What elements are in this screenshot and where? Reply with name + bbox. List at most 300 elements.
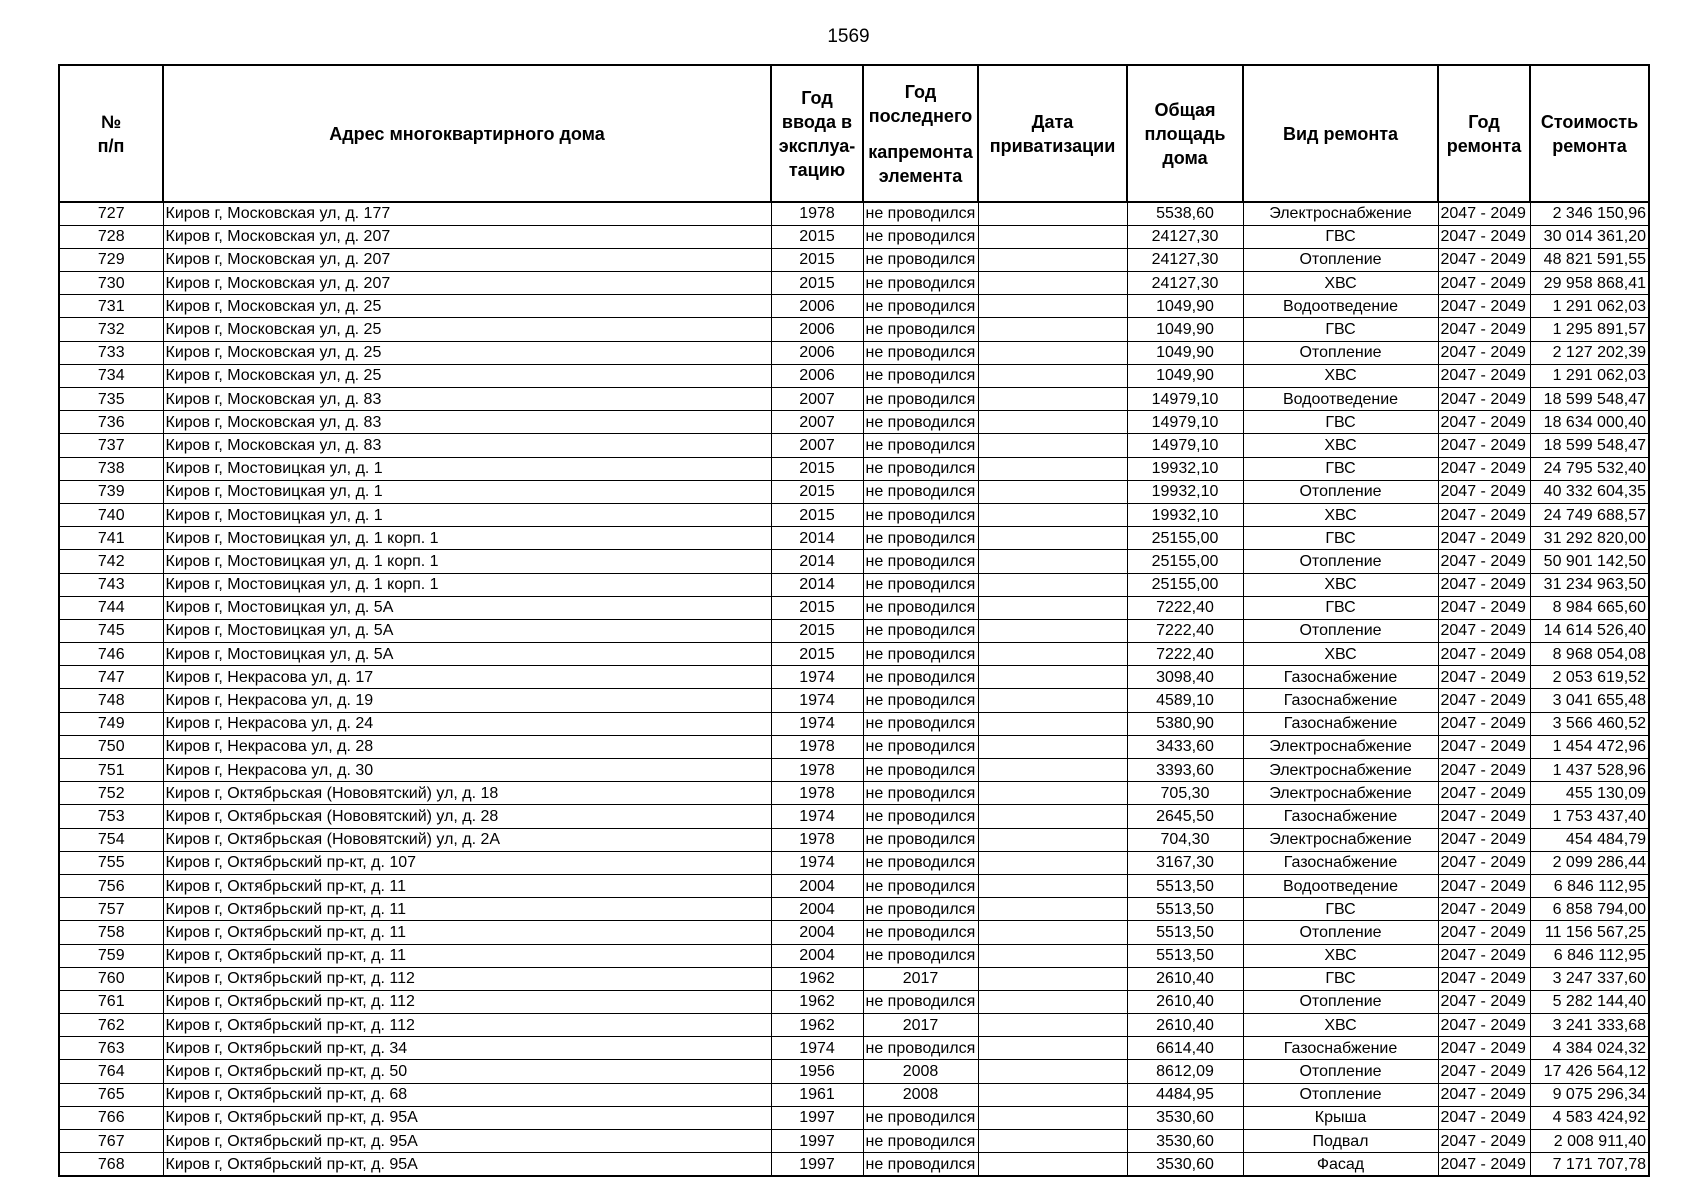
- table-row: [59, 643, 1649, 666]
- table-row: [59, 596, 1649, 619]
- repair-year-cell: 2047 - 2049: [1438, 1153, 1530, 1176]
- address-cell: Киров г, Некрасова ул, д. 30: [163, 759, 771, 782]
- table-row: [59, 1083, 1649, 1106]
- repair-cost-cell: 18 599 548,47: [1530, 434, 1649, 457]
- address-cell: Киров г, Мостовицкая ул, д. 1: [163, 480, 771, 503]
- last-repair-year-cell: не проводился: [863, 990, 978, 1013]
- last-repair-year-cell: не проводился: [863, 225, 978, 248]
- repair-year-cell: 2047 - 2049: [1438, 341, 1530, 364]
- table-row: [59, 318, 1649, 341]
- repair-cost-cell: 1 291 062,03: [1530, 295, 1649, 318]
- last-repair-year-cell: не проводился: [863, 782, 978, 805]
- address-cell: Киров г, Октябрьский пр-кт, д. 50: [163, 1060, 771, 1083]
- row-number: 756: [59, 874, 163, 897]
- privatization-date-cell: [978, 990, 1127, 1013]
- last-repair-year-cell: не проводился: [863, 898, 978, 921]
- address-cell: Киров г, Октябрьский пр-кт, д. 112: [163, 1014, 771, 1037]
- repair-year-cell: 2047 - 2049: [1438, 1130, 1530, 1153]
- row-number: 737: [59, 434, 163, 457]
- repair-type-cell: Газоснабжение: [1243, 805, 1438, 828]
- total-area-cell: 3098,40: [1127, 666, 1243, 689]
- last-repair-year-cell: не проводился: [863, 1037, 978, 1060]
- table-row: [59, 828, 1649, 851]
- row-number: 767: [59, 1130, 163, 1153]
- year-commissioned-cell: 2004: [771, 874, 863, 897]
- repair-year-cell: 2047 - 2049: [1438, 480, 1530, 503]
- table-row: [59, 782, 1649, 805]
- table-row: [59, 990, 1649, 1013]
- address-cell: Киров г, Московская ул, д. 207: [163, 225, 771, 248]
- year-commissioned-cell: 1974: [771, 689, 863, 712]
- row-number: 735: [59, 388, 163, 411]
- year-commissioned-cell: 1974: [771, 712, 863, 735]
- repair-type-cell: ХВС: [1243, 272, 1438, 295]
- table-row: [59, 550, 1649, 573]
- header-year-commissioned: Год ввода в эксплуа- тацию: [771, 65, 863, 202]
- table-row: [59, 225, 1649, 248]
- repair-type-cell: Отопление: [1243, 248, 1438, 271]
- total-area-cell: 7222,40: [1127, 596, 1243, 619]
- table-row: [59, 248, 1649, 271]
- privatization-date-cell: [978, 782, 1127, 805]
- privatization-date-cell: [978, 921, 1127, 944]
- last-repair-year-cell: не проводился: [863, 1153, 978, 1176]
- last-repair-year-cell: 2017: [863, 967, 978, 990]
- privatization-date-cell: [978, 874, 1127, 897]
- repair-cost-cell: 3 566 460,52: [1530, 712, 1649, 735]
- total-area-cell: 5538,60: [1127, 202, 1243, 225]
- repair-type-cell: Электроснабжение: [1243, 735, 1438, 758]
- repair-type-cell: ГВС: [1243, 596, 1438, 619]
- last-repair-year-cell: не проводился: [863, 759, 978, 782]
- row-number: 743: [59, 573, 163, 596]
- repair-cost-cell: 8 984 665,60: [1530, 596, 1649, 619]
- row-number: 768: [59, 1153, 163, 1176]
- privatization-date-cell: [978, 712, 1127, 735]
- table-row: [59, 851, 1649, 874]
- privatization-date-cell: [978, 619, 1127, 642]
- last-repair-year-cell: 2008: [863, 1060, 978, 1083]
- year-commissioned-cell: 2015: [771, 272, 863, 295]
- header-repair-year: Год ремонта: [1438, 65, 1530, 202]
- repair-cost-cell: 3 041 655,48: [1530, 689, 1649, 712]
- total-area-cell: 5513,50: [1127, 898, 1243, 921]
- repair-type-cell: ХВС: [1243, 434, 1438, 457]
- table-row: [59, 527, 1649, 550]
- repair-year-cell: 2047 - 2049: [1438, 457, 1530, 480]
- privatization-date-cell: [978, 411, 1127, 434]
- table-header-row: [59, 65, 1649, 202]
- privatization-date-cell: [978, 434, 1127, 457]
- repair-year-cell: 2047 - 2049: [1438, 735, 1530, 758]
- total-area-cell: 1049,90: [1127, 364, 1243, 387]
- row-number: 759: [59, 944, 163, 967]
- privatization-date-cell: [978, 248, 1127, 271]
- table-row: [59, 1106, 1649, 1129]
- repair-type-cell: Электроснабжение: [1243, 202, 1438, 225]
- address-cell: Киров г, Мостовицкая ул, д. 1 корп. 1: [163, 527, 771, 550]
- row-number: 745: [59, 619, 163, 642]
- row-number: 753: [59, 805, 163, 828]
- repair-type-cell: Отопление: [1243, 341, 1438, 364]
- repair-cost-cell: 18 599 548,47: [1530, 388, 1649, 411]
- row-number: 765: [59, 1083, 163, 1106]
- repair-year-cell: 2047 - 2049: [1438, 643, 1530, 666]
- address-cell: Киров г, Московская ул, д. 83: [163, 388, 771, 411]
- repair-type-cell: ХВС: [1243, 503, 1438, 526]
- address-cell: Киров г, Мостовицкая ул, д. 5А: [163, 596, 771, 619]
- total-area-cell: 3433,60: [1127, 735, 1243, 758]
- repair-cost-cell: 6 858 794,00: [1530, 898, 1649, 921]
- repair-year-cell: 2047 - 2049: [1438, 805, 1530, 828]
- total-area-cell: 3530,60: [1127, 1130, 1243, 1153]
- repair-year-cell: 2047 - 2049: [1438, 318, 1530, 341]
- repair-cost-cell: 1 753 437,40: [1530, 805, 1649, 828]
- address-cell: Киров г, Октябрьский пр-кт, д. 68: [163, 1083, 771, 1106]
- repair-year-cell: 2047 - 2049: [1438, 202, 1530, 225]
- address-cell: Киров г, Октябрьский пр-кт, д. 95А: [163, 1153, 771, 1176]
- privatization-date-cell: [978, 480, 1127, 503]
- year-commissioned-cell: 2014: [771, 573, 863, 596]
- address-cell: Киров г, Московская ул, д. 25: [163, 364, 771, 387]
- year-commissioned-cell: 2007: [771, 434, 863, 457]
- repair-type-cell: ХВС: [1243, 643, 1438, 666]
- address-cell: Киров г, Московская ул, д. 207: [163, 248, 771, 271]
- repair-year-cell: 2047 - 2049: [1438, 1060, 1530, 1083]
- row-number: 761: [59, 990, 163, 1013]
- repair-type-cell: Отопление: [1243, 619, 1438, 642]
- total-area-cell: 24127,30: [1127, 248, 1243, 271]
- year-commissioned-cell: 1974: [771, 1037, 863, 1060]
- last-repair-year-cell: не проводился: [863, 480, 978, 503]
- repair-cost-cell: 29 958 868,41: [1530, 272, 1649, 295]
- last-repair-year-cell: не проводился: [863, 851, 978, 874]
- total-area-cell: 2610,40: [1127, 1014, 1243, 1037]
- repair-cost-cell: 9 075 296,34: [1530, 1083, 1649, 1106]
- address-cell: Киров г, Некрасова ул, д. 17: [163, 666, 771, 689]
- privatization-date-cell: [978, 202, 1127, 225]
- table-row: [59, 341, 1649, 364]
- repair-type-cell: Электроснабжение: [1243, 759, 1438, 782]
- total-area-cell: 25155,00: [1127, 527, 1243, 550]
- repair-cost-cell: 24 795 532,40: [1530, 457, 1649, 480]
- table-row: [59, 898, 1649, 921]
- repair-cost-cell: 18 634 000,40: [1530, 411, 1649, 434]
- privatization-date-cell: [978, 1130, 1127, 1153]
- total-area-cell: 7222,40: [1127, 619, 1243, 642]
- year-commissioned-cell: 1997: [771, 1153, 863, 1176]
- row-number: 736: [59, 411, 163, 434]
- last-repair-year-cell: не проводился: [863, 689, 978, 712]
- row-number: 730: [59, 272, 163, 295]
- repair-type-cell: Отопление: [1243, 990, 1438, 1013]
- address-cell: Киров г, Московская ул, д. 25: [163, 318, 771, 341]
- last-repair-year-cell: не проводился: [863, 341, 978, 364]
- header-total-area: Общая площадь дома: [1127, 65, 1243, 202]
- last-repair-year-cell: не проводился: [863, 573, 978, 596]
- privatization-date-cell: [978, 944, 1127, 967]
- repair-cost-cell: 2 127 202,39: [1530, 341, 1649, 364]
- address-cell: Киров г, Московская ул, д. 177: [163, 202, 771, 225]
- address-cell: Киров г, Октябрьский пр-кт, д. 34: [163, 1037, 771, 1060]
- total-area-cell: 14979,10: [1127, 388, 1243, 411]
- year-commissioned-cell: 2014: [771, 550, 863, 573]
- repair-cost-cell: 7 171 707,78: [1530, 1153, 1649, 1176]
- repair-year-cell: 2047 - 2049: [1438, 434, 1530, 457]
- total-area-cell: 705,30: [1127, 782, 1243, 805]
- address-cell: Киров г, Московская ул, д. 83: [163, 411, 771, 434]
- last-repair-year-cell: не проводился: [863, 503, 978, 526]
- row-number: 748: [59, 689, 163, 712]
- repair-type-cell: ХВС: [1243, 1014, 1438, 1037]
- total-area-cell: 14979,10: [1127, 434, 1243, 457]
- last-repair-year-cell: не проводился: [863, 318, 978, 341]
- repair-type-cell: ХВС: [1243, 364, 1438, 387]
- last-repair-year-cell: не проводился: [863, 944, 978, 967]
- row-number: 760: [59, 967, 163, 990]
- repair-year-cell: 2047 - 2049: [1438, 295, 1530, 318]
- repair-year-cell: 2047 - 2049: [1438, 898, 1530, 921]
- repair-year-cell: 2047 - 2049: [1438, 851, 1530, 874]
- repair-year-cell: 2047 - 2049: [1438, 1083, 1530, 1106]
- repair-year-cell: 2047 - 2049: [1438, 874, 1530, 897]
- year-commissioned-cell: 1978: [771, 735, 863, 758]
- total-area-cell: 3530,60: [1127, 1106, 1243, 1129]
- repair-table: [58, 64, 1650, 1177]
- row-number: 741: [59, 527, 163, 550]
- last-repair-year-cell: не проводился: [863, 364, 978, 387]
- last-repair-year-cell: не проводился: [863, 1106, 978, 1129]
- total-area-cell: 704,30: [1127, 828, 1243, 851]
- repair-year-cell: 2047 - 2049: [1438, 619, 1530, 642]
- year-commissioned-cell: 2015: [771, 480, 863, 503]
- repair-type-cell: Водоотведение: [1243, 874, 1438, 897]
- total-area-cell: 14979,10: [1127, 411, 1243, 434]
- privatization-date-cell: [978, 1106, 1127, 1129]
- repair-cost-cell: 31 292 820,00: [1530, 527, 1649, 550]
- address-cell: Киров г, Октябрьский пр-кт, д. 11: [163, 898, 771, 921]
- address-cell: Киров г, Некрасова ул, д. 24: [163, 712, 771, 735]
- repair-type-cell: Крыша: [1243, 1106, 1438, 1129]
- year-commissioned-cell: 1974: [771, 851, 863, 874]
- last-repair-year-cell: не проводился: [863, 248, 978, 271]
- repair-type-cell: ГВС: [1243, 527, 1438, 550]
- repair-cost-cell: 2 053 619,52: [1530, 666, 1649, 689]
- repair-type-cell: Отопление: [1243, 1060, 1438, 1083]
- year-commissioned-cell: 2007: [771, 411, 863, 434]
- table-row: [59, 573, 1649, 596]
- privatization-date-cell: [978, 759, 1127, 782]
- repair-year-cell: 2047 - 2049: [1438, 828, 1530, 851]
- address-cell: Киров г, Мостовицкая ул, д. 1: [163, 457, 771, 480]
- last-repair-year-cell: не проводился: [863, 202, 978, 225]
- privatization-date-cell: [978, 364, 1127, 387]
- address-cell: Киров г, Октябрьская (Нововятский) ул, д. 2А: [163, 828, 771, 851]
- privatization-date-cell: [978, 898, 1127, 921]
- row-number: 762: [59, 1014, 163, 1037]
- table-row: [59, 480, 1649, 503]
- repair-type-cell: Газоснабжение: [1243, 689, 1438, 712]
- privatization-date-cell: [978, 596, 1127, 619]
- year-commissioned-cell: 2015: [771, 596, 863, 619]
- last-repair-year-cell: 2017: [863, 1014, 978, 1037]
- repair-cost-cell: 3 241 333,68: [1530, 1014, 1649, 1037]
- year-commissioned-cell: 2015: [771, 225, 863, 248]
- address-cell: Киров г, Московская ул, д. 25: [163, 341, 771, 364]
- repair-year-cell: 2047 - 2049: [1438, 666, 1530, 689]
- total-area-cell: 5380,90: [1127, 712, 1243, 735]
- address-cell: Киров г, Мостовицкая ул, д. 1 корп. 1: [163, 550, 771, 573]
- repair-type-cell: ХВС: [1243, 944, 1438, 967]
- total-area-cell: 3167,30: [1127, 851, 1243, 874]
- last-repair-year-cell: не проводился: [863, 411, 978, 434]
- row-number: 751: [59, 759, 163, 782]
- table-row: [59, 503, 1649, 526]
- privatization-date-cell: [978, 272, 1127, 295]
- table-row: [59, 1060, 1649, 1083]
- row-number: 755: [59, 851, 163, 874]
- year-commissioned-cell: 1978: [771, 759, 863, 782]
- repair-year-cell: 2047 - 2049: [1438, 1037, 1530, 1060]
- repair-year-cell: 2047 - 2049: [1438, 990, 1530, 1013]
- header-privatization-date: Дата приватизации: [978, 65, 1127, 202]
- repair-cost-cell: 24 749 688,57: [1530, 503, 1649, 526]
- repair-type-cell: Электроснабжение: [1243, 828, 1438, 851]
- address-cell: Киров г, Октябрьский пр-кт, д. 112: [163, 990, 771, 1013]
- last-repair-year-cell: не проводился: [863, 735, 978, 758]
- address-cell: Киров г, Октябрьский пр-кт, д. 11: [163, 874, 771, 897]
- year-commissioned-cell: 2006: [771, 295, 863, 318]
- privatization-date-cell: [978, 643, 1127, 666]
- table-row: [59, 874, 1649, 897]
- total-area-cell: 1049,90: [1127, 318, 1243, 341]
- last-repair-year-cell: не проводился: [863, 619, 978, 642]
- total-area-cell: 24127,30: [1127, 272, 1243, 295]
- privatization-date-cell: [978, 527, 1127, 550]
- privatization-date-cell: [978, 1037, 1127, 1060]
- privatization-date-cell: [978, 341, 1127, 364]
- table-row: [59, 1153, 1649, 1176]
- address-cell: Киров г, Некрасова ул, д. 28: [163, 735, 771, 758]
- address-cell: Киров г, Октябрьская (Нововятский) ул, д. 18: [163, 782, 771, 805]
- header-repair-cost: Стоимость ремонта: [1530, 65, 1649, 202]
- year-commissioned-cell: 2006: [771, 364, 863, 387]
- repair-year-cell: 2047 - 2049: [1438, 503, 1530, 526]
- row-number: 740: [59, 503, 163, 526]
- repair-year-cell: 2047 - 2049: [1438, 689, 1530, 712]
- address-cell: Киров г, Московская ул, д. 25: [163, 295, 771, 318]
- row-number: 728: [59, 225, 163, 248]
- last-repair-year-cell: не проводился: [863, 874, 978, 897]
- year-commissioned-cell: 2007: [771, 388, 863, 411]
- repair-cost-cell: 4 583 424,92: [1530, 1106, 1649, 1129]
- row-number: 727: [59, 202, 163, 225]
- row-number: 750: [59, 735, 163, 758]
- table-row: [59, 1037, 1649, 1060]
- address-cell: Киров г, Октябрьский пр-кт, д. 107: [163, 851, 771, 874]
- row-number: 733: [59, 341, 163, 364]
- last-repair-year-cell: не проводился: [863, 550, 978, 573]
- total-area-cell: 8612,09: [1127, 1060, 1243, 1083]
- repair-cost-cell: 31 234 963,50: [1530, 573, 1649, 596]
- table-row: [59, 1014, 1649, 1037]
- last-repair-year-cell: не проводился: [863, 596, 978, 619]
- last-repair-year-cell: не проводился: [863, 434, 978, 457]
- repair-type-cell: Электроснабжение: [1243, 782, 1438, 805]
- table-row: [59, 364, 1649, 387]
- table-row: [59, 712, 1649, 735]
- privatization-date-cell: [978, 388, 1127, 411]
- repair-cost-cell: 1 291 062,03: [1530, 364, 1649, 387]
- total-area-cell: 25155,00: [1127, 550, 1243, 573]
- row-number: 746: [59, 643, 163, 666]
- privatization-date-cell: [978, 689, 1127, 712]
- year-commissioned-cell: 1997: [771, 1130, 863, 1153]
- row-number: 729: [59, 248, 163, 271]
- total-area-cell: 19932,10: [1127, 480, 1243, 503]
- total-area-cell: 3393,60: [1127, 759, 1243, 782]
- page-number: 1569: [827, 26, 870, 47]
- total-area-cell: 4484,95: [1127, 1083, 1243, 1106]
- last-repair-year-cell: не проводился: [863, 828, 978, 851]
- last-repair-year-cell: не проводился: [863, 272, 978, 295]
- repair-type-cell: Газоснабжение: [1243, 712, 1438, 735]
- table-row: [59, 457, 1649, 480]
- privatization-date-cell: [978, 295, 1127, 318]
- repair-type-cell: Отопление: [1243, 1083, 1438, 1106]
- repair-year-cell: 2047 - 2049: [1438, 573, 1530, 596]
- address-cell: Киров г, Октябрьская (Нововятский) ул, д. 28: [163, 805, 771, 828]
- repair-cost-cell: 4 384 024,32: [1530, 1037, 1649, 1060]
- table-row: [59, 434, 1649, 457]
- year-commissioned-cell: 1978: [771, 782, 863, 805]
- row-number: 738: [59, 457, 163, 480]
- last-repair-year-cell: не проводился: [863, 388, 978, 411]
- header-last-repair-year: Год последнего капремонта элемента: [863, 65, 978, 202]
- repair-cost-cell: 1 437 528,96: [1530, 759, 1649, 782]
- repair-cost-cell: 6 846 112,95: [1530, 874, 1649, 897]
- year-commissioned-cell: 2015: [771, 643, 863, 666]
- privatization-date-cell: [978, 503, 1127, 526]
- repair-year-cell: 2047 - 2049: [1438, 759, 1530, 782]
- year-commissioned-cell: 2015: [771, 619, 863, 642]
- year-commissioned-cell: 2015: [771, 457, 863, 480]
- row-number: 744: [59, 596, 163, 619]
- repair-year-cell: 2047 - 2049: [1438, 388, 1530, 411]
- total-area-cell: 25155,00: [1127, 573, 1243, 596]
- year-commissioned-cell: 1997: [771, 1106, 863, 1129]
- repair-cost-cell: 454 484,79: [1530, 828, 1649, 851]
- row-number: 747: [59, 666, 163, 689]
- last-repair-year-cell: не проводился: [863, 643, 978, 666]
- address-cell: Киров г, Московская ул, д. 83: [163, 434, 771, 457]
- repair-year-cell: 2047 - 2049: [1438, 921, 1530, 944]
- repair-cost-cell: 2 008 911,40: [1530, 1130, 1649, 1153]
- total-area-cell: 6614,40: [1127, 1037, 1243, 1060]
- address-cell: Киров г, Мостовицкая ул, д. 5А: [163, 619, 771, 642]
- repair-type-cell: ХВС: [1243, 573, 1438, 596]
- last-repair-year-cell: не проводился: [863, 1130, 978, 1153]
- repair-year-cell: 2047 - 2049: [1438, 364, 1530, 387]
- address-cell: Киров г, Некрасова ул, д. 19: [163, 689, 771, 712]
- repair-cost-cell: 5 282 144,40: [1530, 990, 1649, 1013]
- repair-year-cell: 2047 - 2049: [1438, 782, 1530, 805]
- repair-year-cell: 2047 - 2049: [1438, 944, 1530, 967]
- address-cell: Киров г, Октябрьский пр-кт, д. 11: [163, 921, 771, 944]
- table-row: [59, 944, 1649, 967]
- year-commissioned-cell: 1961: [771, 1083, 863, 1106]
- repair-type-cell: Отопление: [1243, 550, 1438, 573]
